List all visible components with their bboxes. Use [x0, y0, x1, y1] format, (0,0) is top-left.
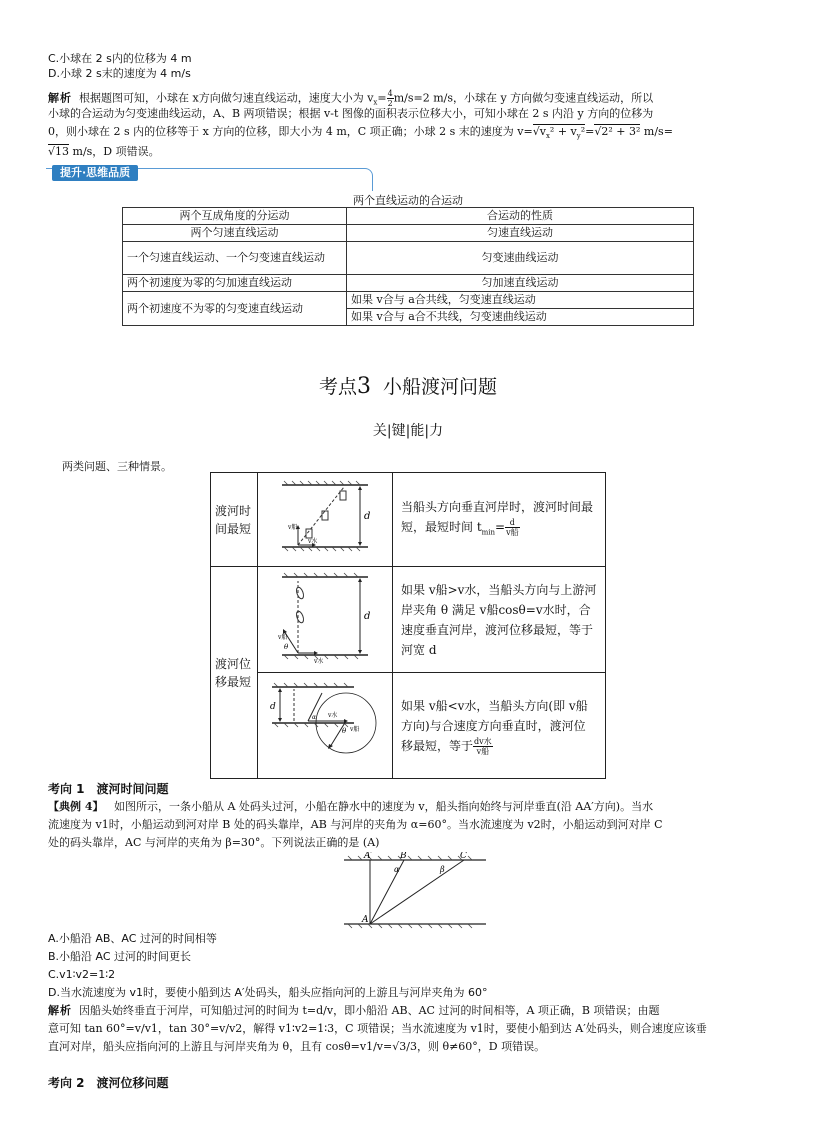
option-d: D.小球 2 s末的速度为 4 m/s [48, 67, 191, 80]
table-row [123, 225, 694, 242]
svg-text:v水: v水 [328, 712, 338, 719]
table-cell: 如果 v合与 a合共线，匀变速直线运动 [347, 292, 694, 309]
table-row [123, 275, 694, 292]
table-row [211, 673, 606, 779]
section-title-2: 考向 2 渡河位移问题 [48, 1076, 169, 1090]
analysis-line-4: √13 m/s，D 项错误。 [48, 145, 160, 158]
example-text: 【典例 4】 如图所示，一条小船从 A 处码头过河，小船在静水中的速度为 v，船头指向始终与河岸垂直(沿 AA′方向)。当水 流速度为 v1时，小船运动到河对岸 B 处的码头靠岸，AB 与河岸的夹角为 α=60°。当水流速度为 v2时，小船运动到河对岸 C 处的码头靠岸，AC 与河岸的夹角为 β=30°。下列说法正确的是 (A) [48, 800, 663, 849]
table-row [211, 567, 606, 673]
table-cell: 匀变速曲线运动 [347, 242, 694, 275]
table-cell: 两个初速度不为零的匀变速直线运动 [123, 292, 347, 326]
svg-text:v船: v船 [278, 634, 288, 641]
table-row [123, 292, 694, 309]
river-diagram-1 [258, 473, 392, 563]
svg-text:B: B [400, 852, 407, 861]
option-c: C.v1∶v2=1∶2 [48, 968, 116, 981]
table-river-crossing [210, 472, 606, 779]
table-header-cell: 合运动的性质 [347, 208, 694, 225]
svg-text:β: β [440, 865, 445, 874]
banner-title: 提升·思维品质 [52, 165, 138, 181]
svg-text:θ: θ [342, 727, 347, 735]
section-title-1: 考向 1 渡河时间问题 [48, 782, 169, 796]
row-text-min-displacement-1: 如果 v船>v水，当船头方向与上游河岸夹角 θ 满足 v船cosθ=v水时，合速度垂直河岸，渡河位移最短，等于河宽 d [393, 567, 606, 673]
svg-text:v水: v水 [308, 538, 318, 545]
svg-text:α: α [394, 865, 400, 874]
analysis-line-1: 解析 根据题图可知，小球在 x方向做匀速直线运动，速度大小为 $v_x=$ $\frac{4}{2}$ m/s=2 m/s，小球在 y 方向做匀变速直线运动，所以 [48, 89, 654, 108]
table-cell: 匀加速直线运动 [347, 275, 694, 292]
table-row [123, 208, 694, 225]
options [48, 930, 772, 1002]
svg-text:α: α [312, 714, 317, 721]
svg-text:A: A [362, 915, 369, 925]
option-a: A.小船沿 AB、AC 过河的时间相等 [48, 932, 217, 945]
figure-min-time [258, 473, 393, 567]
fraction: $\frac{4}{2}$ [387, 89, 393, 108]
table-cell: 匀速直线运动 [347, 225, 694, 242]
table1-caption: 两个直线运动的合运动 [353, 194, 463, 207]
option-b: B.小船沿 AC 过河的时间更长 [48, 950, 192, 963]
table-cell: 一个匀速直线运动、一个匀变速直线运动 [123, 242, 347, 275]
table-cell: 两个匀速直线运动 [123, 225, 347, 242]
table-row [211, 473, 606, 567]
svg-text:d: d [364, 511, 371, 522]
svg-text:C: C [460, 852, 467, 861]
example-figure [340, 852, 490, 932]
intro-text: 两类问题、三种情景。 [62, 460, 172, 473]
svg-text:d: d [270, 702, 276, 712]
table-cell: 两个初速度为零的匀加速直线运动 [123, 275, 347, 292]
section-heading: 考点3 小船渡河问题 [318, 374, 498, 399]
row-label-min-displacement: 渡河位移最短 [211, 567, 258, 779]
option-c: C.小球在 2 s内的位移为 4 m [48, 52, 192, 65]
svg-text:v船: v船 [288, 524, 298, 531]
svg-text:A′: A′ [364, 852, 373, 861]
analysis-text-1: 根据题图可知，小球在 x方向做匀速直线运动，速度大小为 v [79, 91, 374, 105]
option-d: D.当水流速度为 v1时，要使小船到达 A′处码头，船头应指向河的上游且与河岸夹角为 60° [48, 986, 488, 999]
analysis-label: 解析 [48, 91, 72, 105]
subheading: 关|键|能|力 [372, 423, 444, 439]
svg-text:v船: v船 [350, 726, 360, 733]
river-diagram-2 [258, 567, 392, 669]
figure-min-displacement-1 [258, 567, 393, 673]
table-row [123, 242, 694, 275]
river-diagram-3 [258, 673, 392, 775]
analysis-2: 解析 因船头始终垂直于河岸，可知船过河的时间为 t=d/v，即小船沿 AB、AC 过河的时间相等，A 项正确，B 项错误；由题 意可知 tan 60°=v/v1，tan 30°=v/v2，解得 v1∶v2=1∶3，C 项错误；当水流速度为 v1时，要使小船到达 A′处码头，则合速度应该垂 直河对岸，船头应指向河的上游且与河岸夹角为 θ，且有 cosθ=v1/v=√3/3，则 θ≠60°，D 项错误。 [48, 1004, 707, 1053]
svg-text:θ: θ [284, 643, 289, 651]
analysis-line-3: 0，则小球在 2 s 内的位移等于 x 方向的位移，即大小为 4 m，C 项正确；小球 2 s 末的速度为 $v=√v_x^2 + v_y^2=√2^2 + 3^2$ m/s= [48, 125, 673, 141]
row-text-min-time: 当船头方向垂直河岸时，渡河时间最短，最短时间 $t_{min}=$ $\frac{d}{\text{v船}}$ [393, 473, 606, 567]
svg-text:d: d [364, 611, 371, 622]
row-text-min-displacement-2: 如果 v船<v水，当船头方向(即 v船方向)与合速度方向垂直时，渡河位移最短，等于 $\frac{\text{dv水}}{\text{v船}}$ [393, 673, 606, 779]
svg-text:v水: v水 [314, 658, 324, 665]
analysis-line-2: 小球的合运动为匀变速曲线运动，A、B 两项错误；根据 v-t 图像的面积表示位移大小，可知小球在 2 s 内沿 y 方向的位移为 [48, 107, 654, 120]
figure-min-displacement-2 [258, 673, 393, 779]
table-cell: 如果 v合与 a合不共线，匀变速曲线运动 [347, 309, 694, 326]
table-header-cell: 两个互成角度的分运动 [123, 208, 347, 225]
row-label-min-time: 渡河时间最短 [211, 473, 258, 567]
table-composite-motion [122, 207, 694, 326]
